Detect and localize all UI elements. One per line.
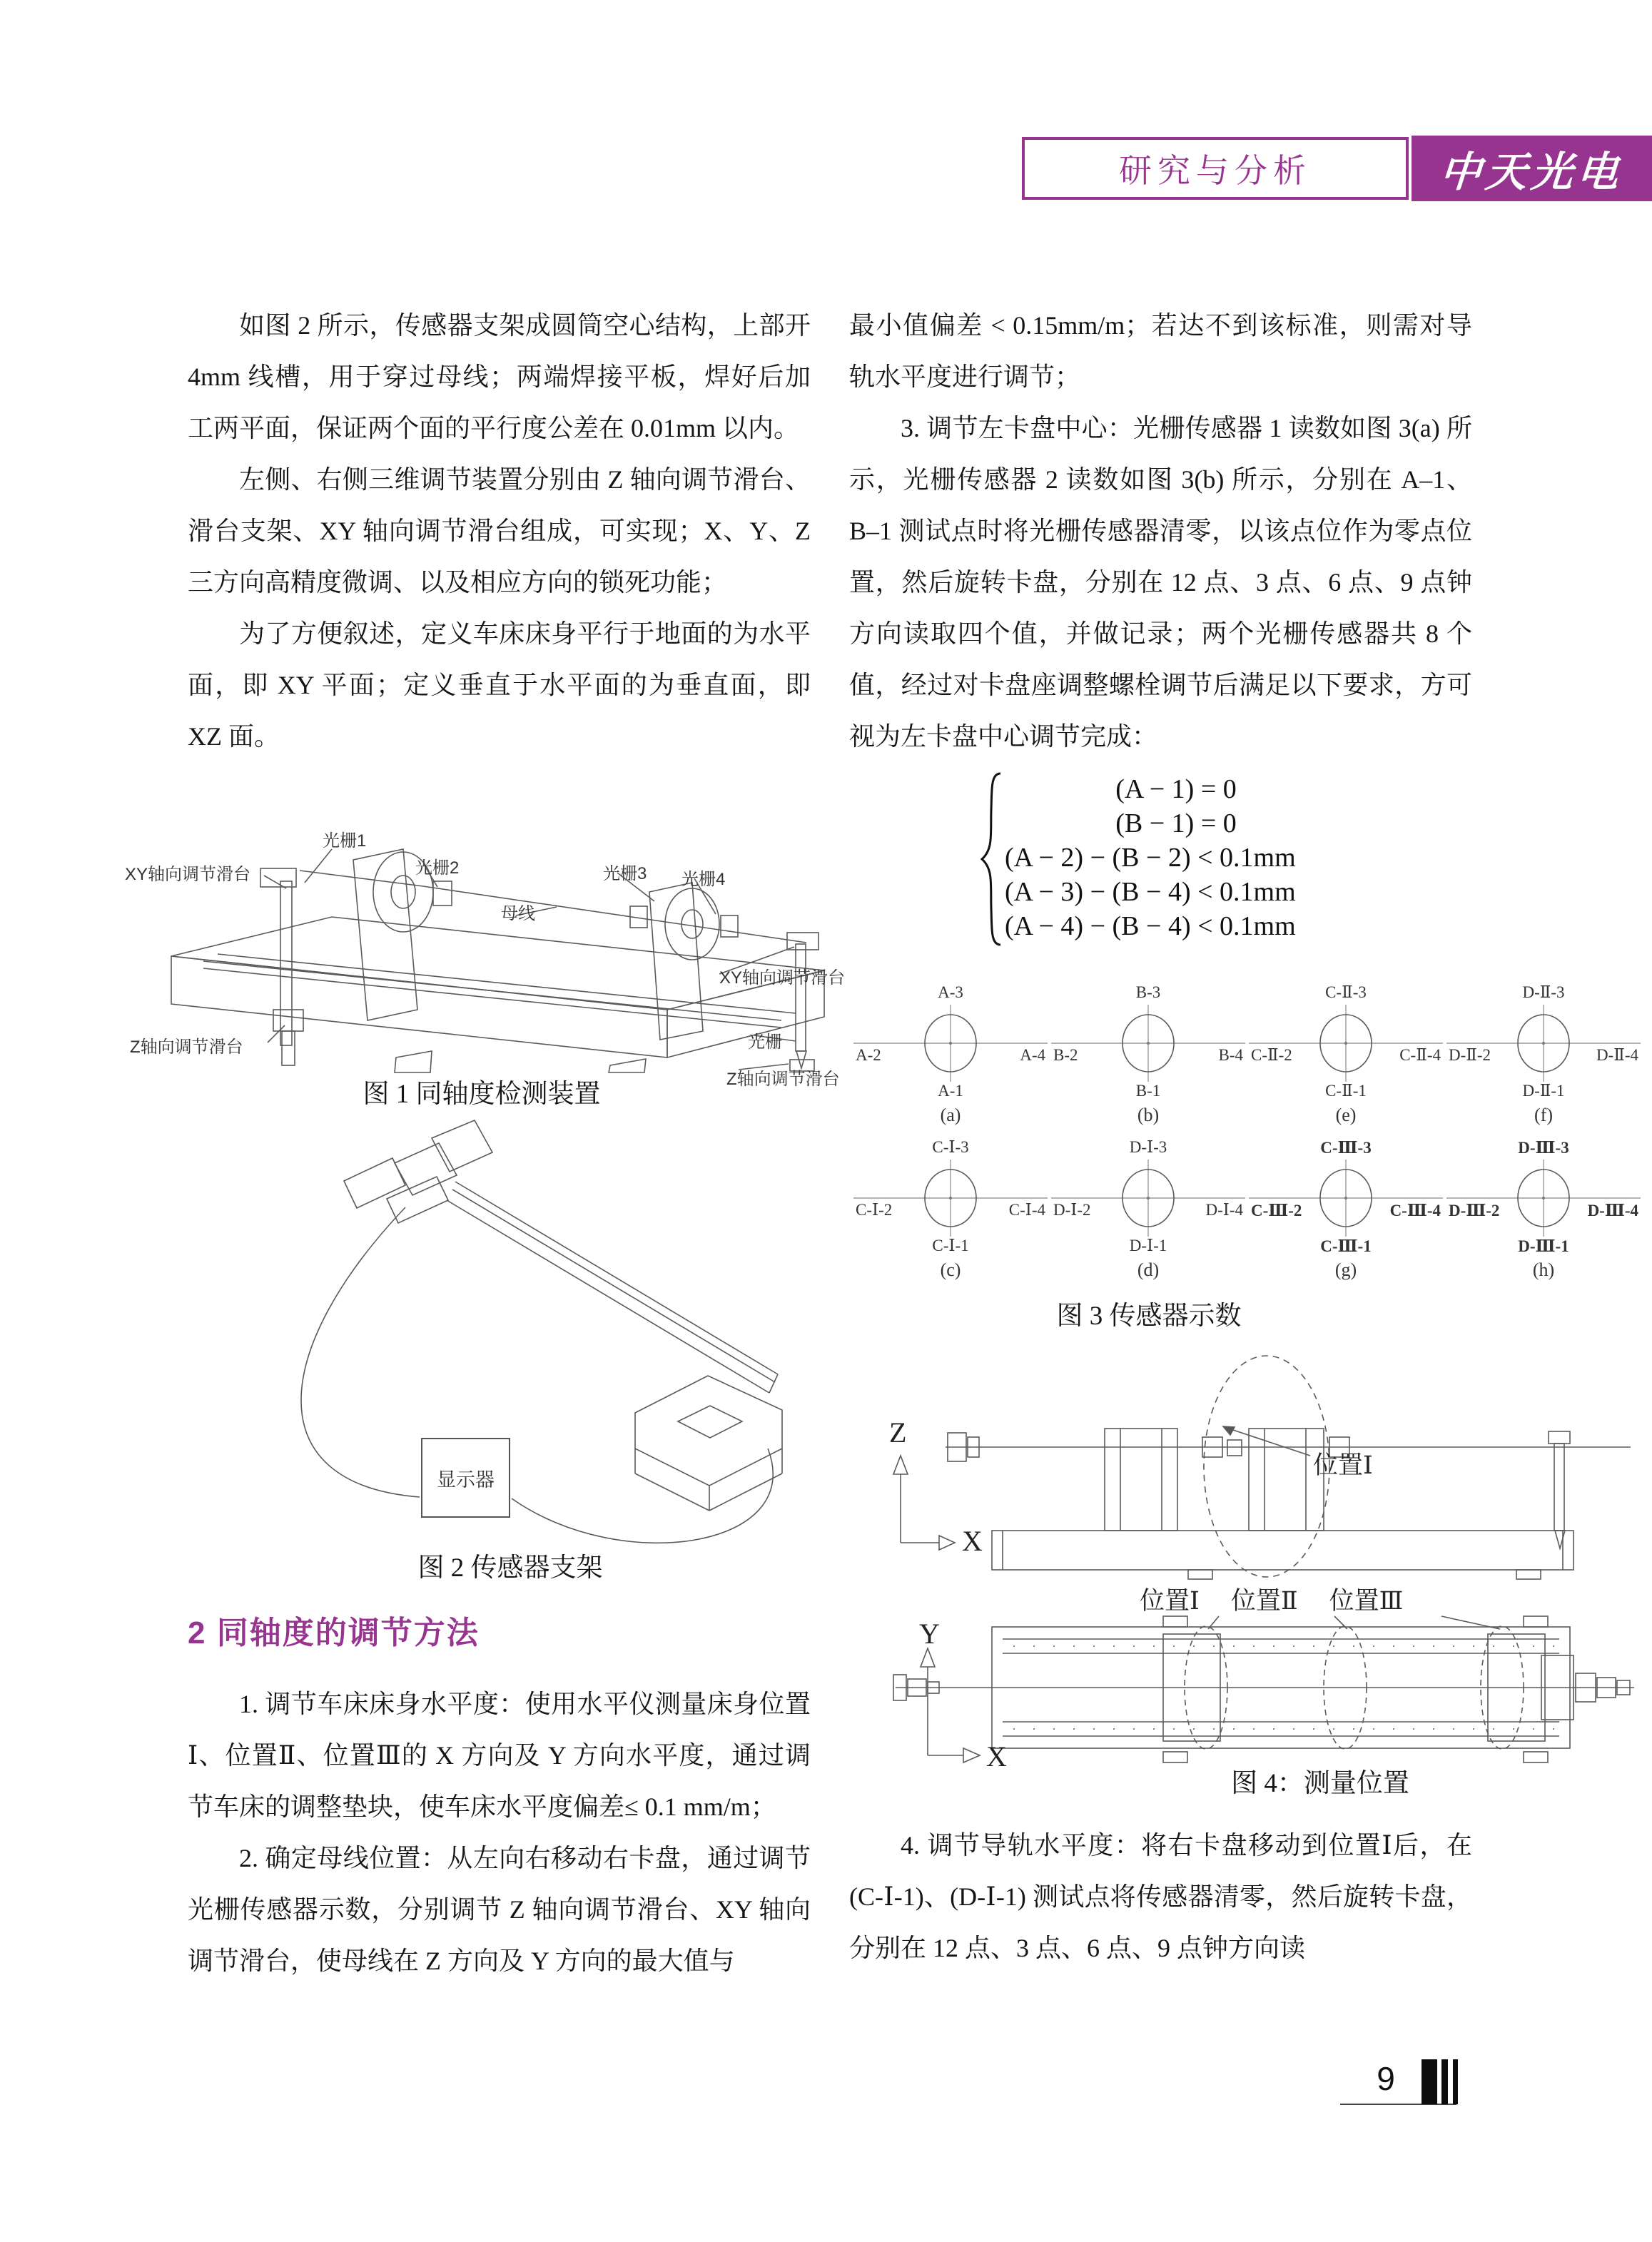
brand-banner — [1412, 136, 1652, 201]
gauge-dial — [1051, 1160, 1245, 1237]
gauge-d2 — [1446, 983, 1641, 1126]
page-number: 9 — [1377, 2060, 1395, 2097]
gauge-label-right: D-Ⅲ-4 — [1586, 1201, 1641, 1220]
gauge-label-right: D-Ⅱ-4 — [1594, 1046, 1641, 1065]
equation-system — [1005, 772, 1404, 943]
gauge-c1 — [853, 1138, 1048, 1281]
equation-line: (B − 1) = 0 — [1115, 808, 1237, 838]
fig1-label-grating2: 光栅2 — [415, 858, 460, 878]
gauge-label-bottom: A-1 — [938, 1082, 963, 1100]
gauge-dial — [1051, 1005, 1245, 1082]
gauge-label-top: D-Ⅲ-3 — [1518, 1139, 1569, 1157]
paragraph: 2. 确定母线位置：从左向右移动右卡盘，通过调节光栅传感器示数，分别调节 Z 轴向调节滑台、XY 轴向调节滑台，使母线在 Z 方向及 Y 方向的最大值与 — [188, 1844, 811, 1975]
paragraph: 最小值偏差 < 0.15mm/m；若达不到该标准，则需对导轨水平度进行调节； — [849, 311, 1472, 391]
gauge-subfigure-tag: (g) — [1334, 1259, 1357, 1280]
figure1-caption: 图 1 同轴度检测装置 — [363, 1080, 601, 1109]
fig2-display-unit — [421, 1438, 510, 1518]
equation-line: (A − 2) − (B − 2) < 0.1mm — [1005, 843, 1296, 873]
gauge-label-top: C-Ⅱ-3 — [1325, 983, 1367, 1001]
gauge-c3 — [1249, 1138, 1443, 1281]
paragraph: 1. 调节车床床身水平度：使用水平仪测量床身位置Ⅰ、位置Ⅱ、位置Ⅲ的 X 方向及 Y 方向水平度，通过调节车床的调整垫块，使车床水平度偏差≤ 0.1 mm/m； — [188, 1690, 811, 1821]
gauge-label-bottom: D-Ⅰ-1 — [1129, 1237, 1167, 1254]
fig4-position1-callout: 位置Ⅰ — [1313, 1451, 1373, 1479]
fig4-axis-z-label: Z — [889, 1416, 907, 1449]
gauge-label-right: C-Ⅲ-4 — [1388, 1201, 1443, 1220]
fig1-label-z-slide-right: Z轴向调节滑台 — [726, 1070, 840, 1089]
footer-bar-thick — [1422, 2059, 1437, 2104]
right-column-text — [849, 300, 1472, 762]
gauge-label-left: B-2 — [1051, 1046, 1080, 1065]
gauge-c2 — [1249, 983, 1443, 1126]
left-column-text — [188, 300, 811, 762]
fig4-position-3: 位置Ⅲ — [1329, 1587, 1404, 1615]
fig1-label-busbar: 母线 — [501, 904, 535, 923]
equation-line: (A − 4) − (B − 4) < 0.1mm — [1005, 911, 1296, 941]
brand-logo-text: 中天光电 — [1438, 149, 1625, 196]
equation-line: (A − 1) = 0 — [1115, 774, 1237, 804]
gauge-label-left: C-Ⅰ-2 — [853, 1201, 894, 1219]
fig1-label-grating4: 光栅4 — [681, 870, 726, 889]
gauge-subfigure-tag: (a) — [940, 1105, 961, 1125]
gauge-subfigure-tag: (h) — [1532, 1259, 1555, 1280]
gauge-label-right: D-Ⅰ-4 — [1203, 1201, 1245, 1219]
gauge-label-right: A-4 — [1018, 1046, 1048, 1065]
gauge-label-top: B-3 — [1135, 983, 1161, 1001]
right-column-text-2 — [849, 1820, 1472, 1974]
gauge-label-top: C-Ⅲ-3 — [1320, 1139, 1372, 1157]
paragraph: 如图 2 所示，传感器支架成圆筒空心结构，上部开 4mm 线槽，用于穿过母线；两端焊接平板，焊好后加工两平面，保证两个面的平行度公差在 0.01mm 以内。 — [188, 311, 811, 442]
column-tag — [1022, 137, 1409, 200]
gauge-dial — [853, 1005, 1048, 1082]
gauge-subfigure-tag: (c) — [940, 1259, 961, 1280]
gauge-label-left: D-Ⅰ-2 — [1051, 1201, 1093, 1219]
figure3-sensor-readings — [853, 983, 1647, 1281]
gauge-label-left: C-Ⅲ-2 — [1249, 1201, 1304, 1220]
fig1-label-grating1: 光栅1 — [323, 831, 367, 851]
fig4-axis-x-upper-label: X — [962, 1525, 983, 1557]
fig4-position-labels — [1140, 1581, 1403, 1617]
figure3-caption: 图 3 传感器示数 — [1056, 1302, 1242, 1331]
paragraph: 左侧、右侧三维调节装置分别由 Z 轴向调节滑台、滑台支架、XY 轴向调节滑台组成，可实现；X、Y、Z 三方向高精度微调、以及相应方向的锁死功能； — [188, 465, 811, 597]
fig1-label-grating3: 光栅3 — [603, 864, 647, 883]
gauge-label-bottom: B-1 — [1135, 1082, 1161, 1100]
figure2-caption: 图 2 传感器支架 — [417, 1553, 603, 1583]
gauge-dial — [1249, 1160, 1443, 1237]
fig4-position-1: 位置Ⅰ — [1140, 1587, 1200, 1615]
gauge-label-top: D-Ⅰ-3 — [1129, 1138, 1167, 1156]
gauge-subfigure-tag: (d) — [1137, 1259, 1160, 1280]
paragraph: 3. 调节左卡盘中心：光栅传感器 1 读数如图 3(a) 所示，光栅传感器 2 读数如图 3(b) 所示，分别在 A–1、B–1 测试点时将光栅传感器清零，以该点位作为零点位置，然后旋转卡盘，分别在 12 点、3 点、6 点、9 点钟方向读取四个值，并做记录；两个光栅传感器共 8 个值，经过对卡盘座调整螺栓调节后满足以下要求，方可视为左卡盘中心调节完成： — [849, 414, 1472, 751]
gauge-label-top: D-Ⅱ-3 — [1522, 983, 1565, 1001]
gauge-label-right: C-Ⅱ-4 — [1397, 1046, 1443, 1065]
gauge-d1 — [1051, 1138, 1245, 1281]
fig4-axis-x-lower-label: X — [986, 1740, 1007, 1772]
gauge-dial — [853, 1160, 1048, 1237]
fig1-label-xy-slide-left: XY轴向调节滑台 — [125, 865, 251, 884]
gauge-label-bottom: C-Ⅲ-1 — [1320, 1237, 1372, 1255]
gauge-label-left: D-Ⅲ-2 — [1446, 1201, 1501, 1220]
gauge-label-top: A-3 — [938, 983, 963, 1001]
equation-brace — [976, 771, 1005, 949]
gauge-label-left: D-Ⅱ-2 — [1446, 1046, 1493, 1065]
paragraph: 为了方便叙述，定义车床床身平行于地面的为水平面，即 XY 平面；定义垂直于水平面的为垂直面，即 XZ 面。 — [188, 619, 811, 751]
gauge-a — [853, 983, 1048, 1126]
left-column-text-2 — [188, 1678, 811, 1987]
gauge-label-right: C-Ⅰ-4 — [1007, 1201, 1048, 1219]
gauge-label-left: A-2 — [853, 1046, 883, 1065]
gauge-label-bottom: C-Ⅰ-1 — [932, 1237, 969, 1254]
gauge-dial — [1446, 1160, 1641, 1237]
gauge-subfigure-tag: (e) — [1335, 1105, 1357, 1125]
fig2-display-label: 显示器 — [437, 1469, 495, 1491]
figure1-coaxiality-device-drawing — [118, 774, 831, 1074]
fig4-position-2: 位置Ⅱ — [1230, 1587, 1298, 1615]
gauge-label-bottom: D-Ⅲ-1 — [1518, 1237, 1569, 1255]
gauge-b — [1051, 983, 1245, 1126]
footer-bar-thin-1 — [1441, 2059, 1448, 2104]
gauge-label-top: C-Ⅰ-3 — [932, 1138, 969, 1156]
footer-bar-thin-2 — [1453, 2059, 1458, 2104]
fig1-label-xy-slide-right: XY轴向调节滑台 — [719, 968, 846, 988]
gauge-dial — [1446, 1005, 1641, 1082]
gauge-subfigure-tag: (f) — [1534, 1105, 1553, 1125]
gauge-label-left: C-Ⅱ-2 — [1249, 1046, 1294, 1065]
paragraph: 4. 调节导轨水平度：将右卡盘移动到位置Ⅰ后，在 (C-Ⅰ-1)、(D-Ⅰ-1) 测试点将传感器清零，然后旋转卡盘，分别在 12 点、3 点、6 点、9 点钟方向读 — [849, 1831, 1472, 1962]
gauge-subfigure-tag: (b) — [1137, 1105, 1160, 1125]
gauge-dial — [1249, 1005, 1443, 1082]
gauge-d3 — [1446, 1138, 1641, 1281]
gauge-label-bottom: C-Ⅱ-1 — [1325, 1082, 1367, 1100]
gauge-label-right: B-4 — [1217, 1046, 1246, 1065]
fig1-label-z-slide-left: Z轴向调节滑台 — [130, 1038, 243, 1057]
section-title: 2 同轴度的调节方法 — [188, 1615, 480, 1650]
fig1-label-grating-right: 光栅 — [748, 1033, 782, 1052]
gauge-label-bottom: D-Ⅱ-1 — [1522, 1082, 1565, 1100]
column-tag-label: 研究与分析 — [1119, 152, 1312, 189]
equation-line: (A − 3) − (B − 4) < 0.1mm — [1005, 877, 1296, 907]
fig4-axis-y-label: Y — [919, 1618, 940, 1650]
figure4-side-view-drawing — [878, 1349, 1652, 1581]
figure4-caption: 图 4：测量位置 — [1231, 1769, 1409, 1798]
footer-rule — [1340, 2104, 1456, 2105]
